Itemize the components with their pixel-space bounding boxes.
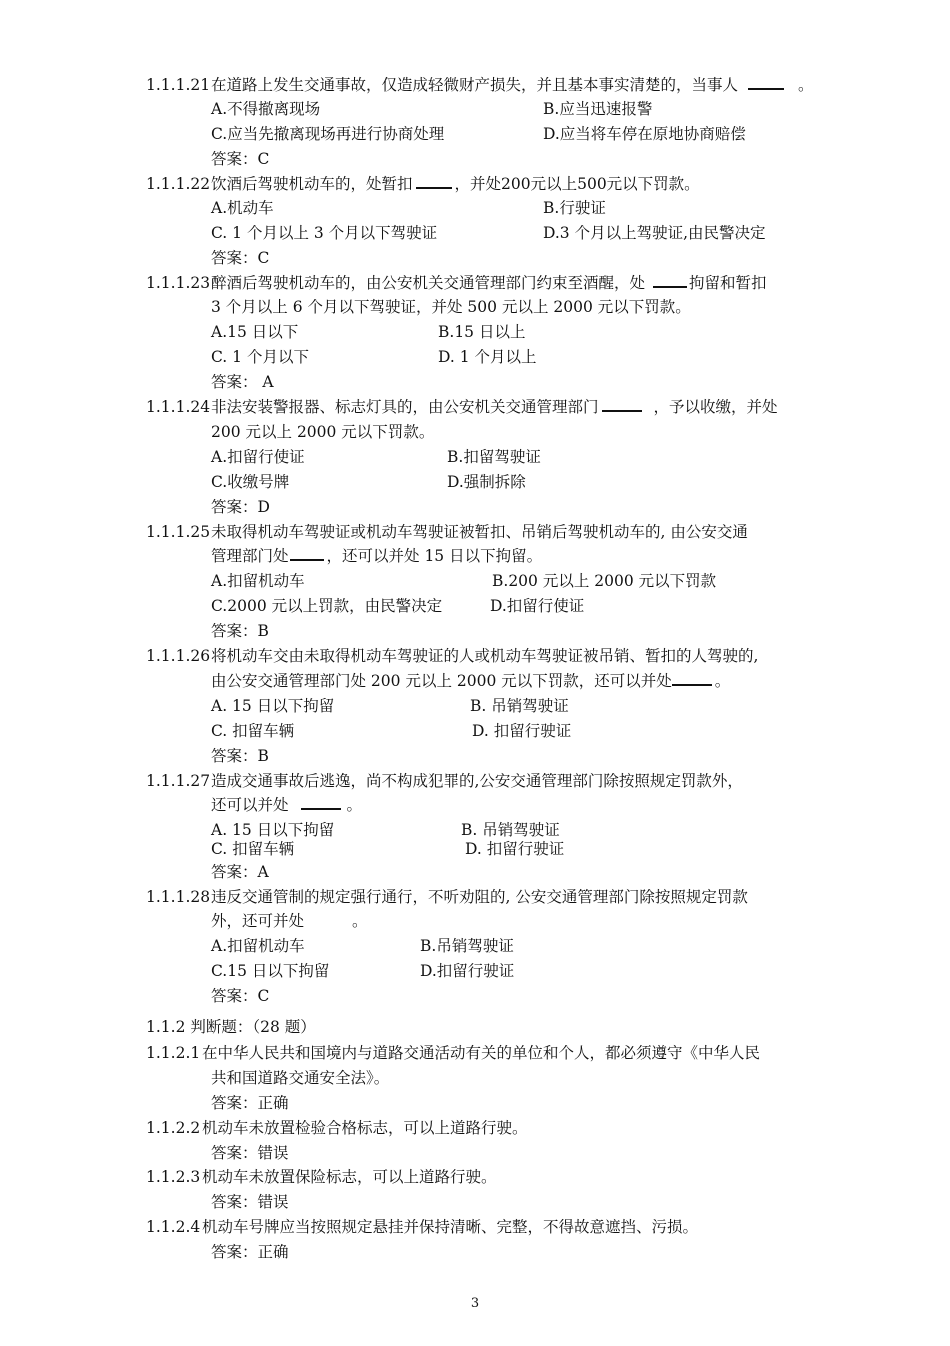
option-d: D.3 个月以上驾驶证,由民警决定 [543, 224, 766, 242]
section-heading: 1.1.2 判断题：（28 题） [146, 1018, 316, 1036]
option-b: B.扣留驾驶证 [447, 448, 541, 466]
question-text-line2 [211, 670, 730, 692]
option-a: A.扣留机动车 [211, 572, 305, 590]
option-b: B.200 元以上 2000 元以下罚款 [492, 572, 717, 590]
question-number: 1.1.1.23 [146, 274, 211, 292]
answer: 答案：正确 [211, 1094, 289, 1112]
question-text: 造成交通事故后逃逸，尚不构成犯罪的,公安交通管理部门除按照规定罚款外， [211, 772, 743, 790]
question-text-after-blank: 拘留和暂扣 [689, 274, 767, 292]
option-d: D.应当将车停在原地协商赔偿 [543, 125, 746, 143]
option-d: D.强制拆除 [447, 473, 526, 491]
question-text-before-blank: 饮酒后驾驶机动车的，处暂扣 [211, 175, 413, 193]
option-a: A. 15 日以下拘留 [211, 697, 335, 715]
option-c: C.应当先撤离现场再进行协商处理 [211, 125, 445, 143]
option-a: A. 15 日以下拘留 [211, 821, 335, 839]
answer-blank [653, 274, 687, 288]
option-b: B. 吊销驾驶证 [470, 697, 569, 715]
option-a: A.不得撤离现场 [211, 100, 321, 118]
option-c: C. 1 个月以下 [211, 348, 309, 366]
option-c: C. 1 个月以上 3 个月以下驾驶证 [211, 224, 438, 242]
judgment-text-line2: 共和国道路交通安全法》。 [211, 1069, 390, 1087]
judgment-text: 机动车未放置保险标志，可以上道路行驶。 [202, 1168, 497, 1186]
question-text-after-blank: ，并处200元以上500元以下罚款。 [454, 175, 700, 193]
judgment-number: 1.1.2.3 [146, 1168, 201, 1186]
option-c: C. 扣留车辆 [211, 722, 295, 740]
question-text-after-blank: 。 [798, 76, 814, 94]
option-b: B. 吊销驾驶证 [461, 821, 560, 839]
judgment-text: 机动车号牌应当按照规定悬挂并保持清晰、完整，不得故意遮挡、污损。 [202, 1218, 699, 1236]
question-text: 违反交通管制的规定强行通行，不听劝阻的, 公安交通管理部门除按照规定罚款 [211, 888, 748, 906]
question-number: 1.1.1.24 [146, 398, 211, 416]
answer: 答案：C [211, 249, 270, 267]
answer: 答案：错误 [211, 1144, 289, 1162]
question-text-line2: 3 个月以上 6 个月以下驾驶证，并处 500 元以上 2000 元以下罚款。 [211, 298, 691, 316]
question-number: 1.1.1.22 [146, 175, 211, 193]
question-text-after-blank: 。 [714, 672, 731, 690]
answer: 答案：错误 [211, 1193, 289, 1211]
option-d: D. 扣留行驶证 [465, 840, 565, 858]
answer: 答案：D [211, 498, 270, 516]
question-text-line2 [211, 794, 362, 816]
answer-blank [416, 175, 452, 189]
question-text-after-blank: 。 [346, 796, 363, 814]
answer: 答案：B [211, 622, 269, 640]
option-d: D. 扣留行驶证 [472, 722, 572, 740]
question-text-line2: 200 元以上 2000 元以下罚款。 [211, 423, 435, 441]
question-text-after-blank: ，予以收缴，并处 [653, 398, 778, 416]
judgment-text: 在中华人民共和国境内与道路交通活动有关的单位和个人，都必须遵守《中华人民 [202, 1044, 761, 1062]
option-a: A.机动车 [211, 199, 274, 217]
answer: 答案：B [211, 747, 269, 765]
question-text: 将机动车交由未取得机动车驾驶证的人或机动车驾驶证被吊销、暂扣的人驾驶的, [211, 647, 759, 665]
option-a: A.15 日以下 [211, 323, 299, 341]
judgment-number: 1.1.2.2 [146, 1119, 201, 1137]
option-c: C.收缴号牌 [211, 473, 290, 491]
question-text-before-blank: 由公安交通管理部门处 200 元以上 2000 元以下罚款，还可以并处 [211, 672, 672, 690]
option-b: B.应当迅速报警 [543, 100, 653, 118]
question-text-after-blank: ，还可以并处 15 日以下拘留。 [326, 547, 543, 565]
answer: 答案： A [211, 373, 274, 391]
question-text-before-blank: 在道路上发生交通事故，仅造成轻微财产损失，并且基本事实清楚的，当事人 [211, 76, 739, 94]
option-d: D. 1 个月以上 [438, 348, 537, 366]
question-number: 1.1.1.28 [146, 888, 211, 906]
question-text: 未取得机动车驾驶证或机动车驾驶证被暂扣、吊销后驾驶机动车的, 由公安交通 [211, 523, 748, 541]
answer: 答案：正确 [211, 1243, 289, 1261]
option-c: C. 扣留车辆 [211, 840, 295, 858]
question-text-before-blank: 非法安装警报器、标志灯具的，由公安机关交通管理部门 [211, 398, 599, 416]
option-b: B.15 日以上 [438, 323, 526, 341]
option-a: A.扣留机动车 [211, 937, 305, 955]
option-d: D.扣留行驶证 [420, 962, 515, 980]
question-text-before-blank: 醉酒后驾驶机动车的，由公安机关交通管理部门约束至酒醒，处 [211, 274, 646, 292]
question-text-before-blank: 还可以并处 [211, 796, 289, 814]
question-text-before-blank: 外，还可并处 [211, 912, 305, 930]
question-text [211, 272, 767, 294]
option-c: C.2000 元以上罚款，由民警决定 [211, 597, 443, 615]
answer-blank [672, 672, 712, 686]
answer-blank [602, 398, 642, 412]
question-number: 1.1.1.25 [146, 523, 211, 541]
question-text [211, 396, 778, 418]
question-text-line2 [211, 545, 542, 567]
answer: 答案：A [211, 863, 269, 881]
option-c: C.15 日以下拘留 [211, 962, 330, 980]
judgment-text: 机动车未放置检验合格标志，可以上道路行驶。 [202, 1119, 528, 1137]
page-number: 3 [470, 1296, 480, 1311]
question-text [211, 74, 814, 96]
question-text-line2 [211, 910, 368, 932]
option-b: B.行驶证 [543, 199, 606, 217]
option-b: B.吊销驾驶证 [420, 937, 514, 955]
judgment-number: 1.1.2.1 [146, 1044, 201, 1062]
answer-blank [301, 796, 341, 810]
question-number: 1.1.1.26 [146, 647, 211, 665]
answer-blank [290, 547, 324, 561]
answer: 答案：C [211, 987, 270, 1005]
answer-blank [748, 76, 784, 90]
answer: 答案：C [211, 150, 270, 168]
option-d: D.扣留行使证 [490, 597, 585, 615]
question-text-after-blank: 。 [352, 912, 368, 930]
option-a: A.扣留行使证 [211, 448, 305, 466]
question-text-before-blank: 管理部门处 [211, 547, 289, 565]
question-number: 1.1.1.21 [146, 76, 211, 94]
judgment-number: 1.1.2.4 [146, 1218, 201, 1236]
question-number: 1.1.1.27 [146, 772, 211, 790]
question-text [211, 173, 700, 195]
